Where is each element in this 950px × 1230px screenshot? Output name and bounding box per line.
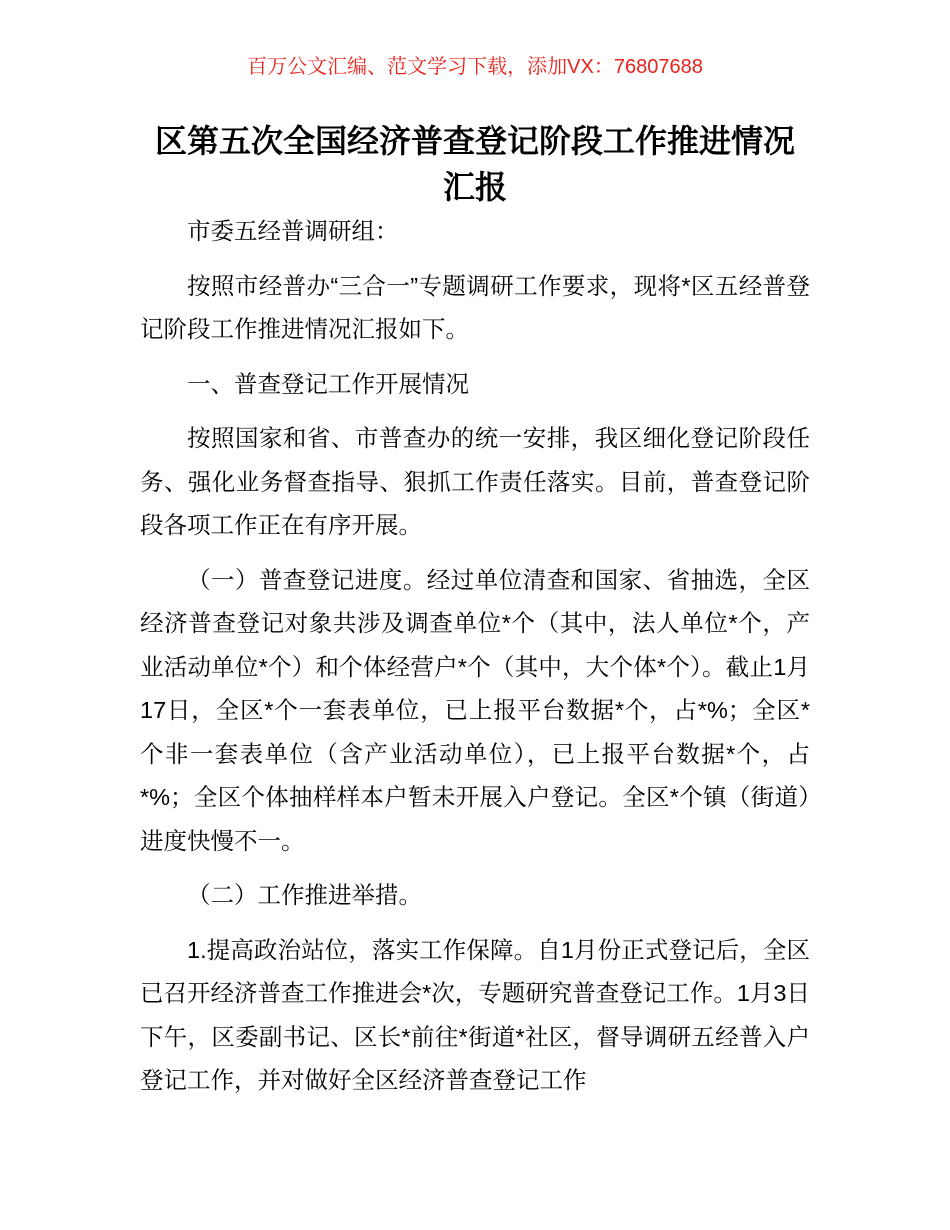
document-body bbox=[140, 210, 810, 1103]
section-heading-2: （二）工作推进举措。 bbox=[187, 882, 422, 908]
section-heading-1: 一、普查登记工作开展情况 bbox=[187, 370, 469, 397]
paragraph-overall-arrangement: 按照国家和省、市普查办的统一安排，我区细化登记阶段任务、强化业务督查指导、狠抓工作责任落实。目前，普查登记阶段各项工作正在有序开展。 bbox=[140, 425, 810, 538]
salutation: 市委五经普调研组： bbox=[187, 218, 399, 244]
paragraph-opening: 按照市经普办“三合一”专题调研工作要求，现将*区五经普登记阶段工作推进情况汇报如下。 bbox=[140, 272, 810, 342]
paragraph-registration-progress: （一）普查登记进度。经过单位清查和国家、省抽选，全区经济普查登记对象共涉及调查单位*个（其中，法人单位*个，产业活动单位*个）和个体经营户*个（其中，大个体*个）。截止1月17日，全区*个一套表单位，已上报平台数据*个，占*%；全区*个非一套表单位（含产业活动单位），已上报平台数据*个，占*%；全区个体抽样样本户暂未开展入户登记。全区*个镇（街道）进度快慢不一。 bbox=[140, 566, 810, 854]
paragraph-work-measures: 1.提高政治站位，落实工作保障。自1月份正式登记后，全区已召开经济普查工作推进会*次，专题研究普查登记工作。1月3日下午，区委副书记、区长*前往*街道*社区，督导调研五经普入户登记工作，并对做好全区经济普查登记工作 bbox=[140, 936, 810, 1093]
document-title: 区第五次全国经济普查登记阶段工作推进情况汇报 bbox=[154, 123, 795, 205]
watermark-notice: 百万公文汇编、范文学习下载，添加VX：76807688 bbox=[247, 56, 703, 78]
